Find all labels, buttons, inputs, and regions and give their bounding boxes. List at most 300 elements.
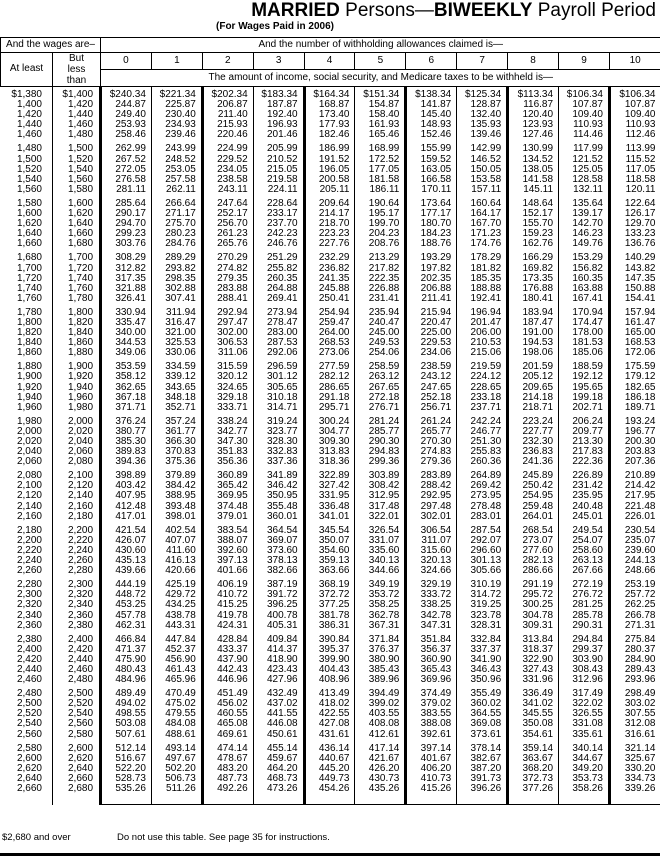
withholding-amount-cell: 181.58 xyxy=(355,175,406,185)
withholding-amount-cell: 141.58 xyxy=(508,175,559,185)
withholding-amount-cell: 270.29 xyxy=(202,249,253,263)
allowance-col-2: 2 xyxy=(202,53,253,70)
withholding-amount-cell: 242.24 xyxy=(457,413,508,427)
withholding-amount-cell: 236.82 xyxy=(304,264,355,274)
withholding-amount-cell: 417.14 xyxy=(355,740,406,754)
withholding-amount-cell: 284.90 xyxy=(609,655,660,665)
withholding-amount-cell: 303.90 xyxy=(559,655,610,665)
withholding-amount-cell: 403.55 xyxy=(355,709,406,719)
withholding-amount-cell: 396.26 xyxy=(457,784,508,805)
withholding-amount-cell: $125.34 xyxy=(457,87,508,101)
but-less-than-cell: 2,380 xyxy=(53,621,101,631)
withholding-amount-cell: 401.66 xyxy=(202,566,253,576)
withholding-amount-cell: $113.34 xyxy=(508,87,559,101)
withholding-amount-cell: 288.42 xyxy=(406,481,457,491)
table-row xyxy=(1,566,660,576)
withholding-amount-cell: 394.36 xyxy=(101,457,152,467)
withholding-amount-cell: 210.53 xyxy=(457,338,508,348)
withholding-amount-cell: 312.95 xyxy=(355,491,406,501)
but-less-than-cell: 2,020 xyxy=(53,427,101,437)
withholding-amount-cell: 215.05 xyxy=(253,165,304,175)
withholding-amount-cell: 381.78 xyxy=(304,611,355,621)
withholding-amount-cell: 152.46 xyxy=(406,130,457,140)
at-least-cell: 2,160 xyxy=(1,512,53,522)
withholding-amount-cell: 377.25 xyxy=(304,600,355,610)
but-less-than-cell: 1,440 xyxy=(53,110,101,120)
withholding-amount-cell: 182.65 xyxy=(609,383,660,393)
withholding-amount-cell: 195.65 xyxy=(559,383,610,393)
allowance-col-1: 1 xyxy=(151,53,202,70)
withholding-amount-cell: 363.67 xyxy=(508,754,559,764)
withholding-amount-cell: 418.02 xyxy=(304,699,355,709)
withholding-amount-cell: 379.89 xyxy=(151,467,202,481)
withholding-amount-cell: 304.78 xyxy=(508,611,559,621)
withholding-amount-cell: 254.06 xyxy=(355,348,406,358)
withholding-amount-cell: 243.11 xyxy=(202,185,253,195)
withholding-amount-cell: 384.42 xyxy=(151,481,202,491)
withholding-amount-cell: 293.96 xyxy=(609,675,660,685)
but-less-than-cell: 2,540 xyxy=(53,709,101,719)
withholding-amount-cell: 423.43 xyxy=(253,665,304,675)
withholding-amount-cell: 335.60 xyxy=(355,546,406,556)
withholding-amount-cell: 325.67 xyxy=(609,754,660,764)
withholding-amount-cell: 239.60 xyxy=(609,546,660,556)
withholding-amount-cell: $106.34 xyxy=(609,87,660,101)
withholding-amount-cell: 250.41 xyxy=(304,294,355,304)
withholding-amount-cell: 317.49 xyxy=(559,685,610,699)
withholding-amount-cell: 180.41 xyxy=(508,294,559,304)
allowance-col-0: 0 xyxy=(101,53,152,70)
withholding-amount-cell: 161.93 xyxy=(355,120,406,130)
withholding-amount-cell: 276.71 xyxy=(355,403,406,413)
withholding-amount-cell: 369.07 xyxy=(253,536,304,546)
withholding-amount-cell: 188.88 xyxy=(457,284,508,294)
withholding-amount-cell: 365.42 xyxy=(202,481,253,491)
withholding-amount-cell: 408.08 xyxy=(355,719,406,729)
at-least-cell: 1,500 xyxy=(1,155,53,165)
title-payroll-period: Payroll Period xyxy=(532,0,656,21)
withholding-amount-cell: 271.17 xyxy=(151,209,202,219)
withholding-amount-cell: 265.76 xyxy=(202,239,253,249)
withholding-amount-cell: 362.78 xyxy=(355,611,406,621)
withholding-amount-cell: 414.37 xyxy=(253,645,304,655)
withholding-amount-cell: 168.87 xyxy=(304,100,355,110)
withholding-amount-cell: 202.71 xyxy=(559,403,610,413)
withholding-amount-cell: 177.05 xyxy=(355,165,406,175)
withholding-amount-cell: 153.29 xyxy=(559,249,610,263)
but-less-than-cell: 1,940 xyxy=(53,383,101,393)
but-less-than-cell: 2,280 xyxy=(53,566,101,576)
withholding-amount-cell: 347.30 xyxy=(202,437,253,447)
withholding-amount-cell: 356.36 xyxy=(202,457,253,467)
table-row xyxy=(1,576,660,590)
withholding-amount-cell: 417.01 xyxy=(101,512,152,522)
withholding-amount-cell: 254.07 xyxy=(559,536,610,546)
withholding-amount-cell: 206.24 xyxy=(559,413,610,427)
withholding-amount-cell: 280.37 xyxy=(609,645,660,655)
withholding-amount-cell: 487.73 xyxy=(202,774,253,784)
withholding-amount-cell: 391.72 xyxy=(253,590,304,600)
withholding-amount-cell: 264.00 xyxy=(304,328,355,338)
withholding-amount-cell: 330.20 xyxy=(609,764,660,774)
table-row xyxy=(1,730,660,740)
withholding-amount-cell: $138.34 xyxy=(406,87,457,101)
withholding-amount-cell: 245.88 xyxy=(304,284,355,294)
withholding-amount-cell: 422.55 xyxy=(304,709,355,719)
withholding-amount-cell: 502.20 xyxy=(151,764,202,774)
withholding-amount-cell: 436.14 xyxy=(304,740,355,754)
withholding-amount-cell: 217.95 xyxy=(609,491,660,501)
withholding-amount-cell: 221.48 xyxy=(609,502,660,512)
at-least-cell: 2,220 xyxy=(1,546,53,556)
withholding-amount-cell: 475.02 xyxy=(151,699,202,709)
withholding-amount-cell: 308.29 xyxy=(101,249,152,263)
withholding-amount-cell: 528.73 xyxy=(101,774,152,784)
but-less-than-cell: 1,700 xyxy=(53,249,101,263)
withholding-amount-cell: 234.93 xyxy=(151,120,202,130)
withholding-amount-cell: 461.43 xyxy=(151,665,202,675)
withholding-amount-cell: 383.55 xyxy=(406,709,457,719)
withholding-amount-cell: 329.19 xyxy=(406,576,457,590)
withholding-amount-cell: 506.73 xyxy=(151,774,202,784)
but-less-than-cell: 2,200 xyxy=(53,522,101,536)
withholding-amount-cell: 319.24 xyxy=(253,413,304,427)
footer-divider xyxy=(0,853,660,856)
withholding-amount-cell: 428.84 xyxy=(202,631,253,645)
withholding-amount-cell: 235.07 xyxy=(609,536,660,546)
withholding-amount-cell: 229.52 xyxy=(202,155,253,165)
withholding-amount-cell: 346.43 xyxy=(457,665,508,675)
withholding-amount-cell: 318.37 xyxy=(508,645,559,655)
withholding-amount-cell: 312.08 xyxy=(609,719,660,729)
withholding-amount-cell: 264.89 xyxy=(457,467,508,481)
withholding-amount-cell: 480.43 xyxy=(101,665,152,675)
withholding-amount-cell: 301.13 xyxy=(457,556,508,566)
withholding-amount-cell: 347.31 xyxy=(406,621,457,631)
at-least-cell: 2,040 xyxy=(1,447,53,457)
withholding-amount-cell: 267.66 xyxy=(559,566,610,576)
withholding-amount-cell: 348.18 xyxy=(151,393,202,403)
but-less-than-cell: 1,520 xyxy=(53,155,101,165)
but-less-than-cell: 2,320 xyxy=(53,590,101,600)
at-least-cell: 1,920 xyxy=(1,383,53,393)
withholding-amount-cell: 206.88 xyxy=(406,284,457,294)
withholding-amount-cell: 343.65 xyxy=(151,383,202,393)
withholding-amount-cell: 231.42 xyxy=(559,481,610,491)
withholding-amount-cell: 445.20 xyxy=(304,764,355,774)
but-less-than-cell: 1,680 xyxy=(53,239,101,249)
table-row xyxy=(1,304,660,318)
withholding-amount-cell: 259.48 xyxy=(508,502,559,512)
withholding-amount-cell: 357.24 xyxy=(151,413,202,427)
withholding-amount-cell: 320.12 xyxy=(202,372,253,382)
withholding-amount-cell: 359.13 xyxy=(304,556,355,566)
withholding-amount-cell: 279.36 xyxy=(406,457,457,467)
withholding-amount-cell: 399.90 xyxy=(304,655,355,665)
table-row xyxy=(1,675,660,685)
withholding-amount-cell: 398.89 xyxy=(101,467,152,481)
withholding-amount-cell: $106.34 xyxy=(559,87,610,101)
at-least-cell: 1,880 xyxy=(1,358,53,372)
withholding-amount-cell: 213.30 xyxy=(559,437,610,447)
at-least-cell: 2,620 xyxy=(1,764,53,774)
withholding-amount-cell: 512.14 xyxy=(101,740,152,754)
withholding-amount-cell: 258.46 xyxy=(101,130,152,140)
withholding-amount-cell: 256.70 xyxy=(202,219,253,229)
withholding-amount-cell: 277.59 xyxy=(304,358,355,372)
withholding-amount-cell: 290.17 xyxy=(101,209,152,219)
withholding-amount-cell: 333.71 xyxy=(202,403,253,413)
withholding-amount-cell: 207.36 xyxy=(609,457,660,467)
withholding-amount-cell: 114.46 xyxy=(559,130,610,140)
withholding-amount-cell: 232.29 xyxy=(304,249,355,263)
but-less-than-cell: 2,360 xyxy=(53,611,101,621)
withholding-amount-cell: 328.31 xyxy=(457,621,508,631)
withholding-amount-cell: 251.29 xyxy=(253,249,304,263)
withholding-amount-cell: 310.18 xyxy=(253,393,304,403)
withholding-amount-cell: 259.47 xyxy=(304,318,355,328)
withholding-amount-cell: 192.40 xyxy=(253,110,304,120)
withholding-amount-cell: 368.19 xyxy=(304,576,355,590)
withholding-amount-cell: 345.55 xyxy=(508,709,559,719)
withholding-amount-cell: 435.26 xyxy=(355,784,406,805)
withholding-amount-cell: 150.05 xyxy=(457,165,508,175)
withholding-amount-cell: 253.19 xyxy=(609,576,660,590)
withholding-amount-cell: 359.14 xyxy=(508,740,559,754)
withholding-amount-cell: 410.73 xyxy=(406,774,457,784)
withholding-amount-cell: 143.82 xyxy=(609,264,660,274)
withholding-amount-cell: 145.40 xyxy=(406,110,457,120)
withholding-amount-cell: 349.20 xyxy=(559,764,610,774)
withholding-amount-cell: 253.05 xyxy=(151,165,202,175)
withholding-amount-cell: 240.48 xyxy=(559,502,610,512)
withholding-amount-cell: 287.53 xyxy=(253,338,304,348)
withholding-amount-cell: 210.89 xyxy=(609,467,660,481)
withholding-amount-cell: 252.18 xyxy=(406,393,457,403)
but-less-than-cell: 2,660 xyxy=(53,774,101,784)
withholding-amount-cell: 190.64 xyxy=(355,195,406,209)
at-least-cell: 2,600 xyxy=(1,754,53,764)
but-less-than-cell: 2,260 xyxy=(53,556,101,566)
withholding-amount-cell: 341.90 xyxy=(457,655,508,665)
withholding-amount-cell: 371.84 xyxy=(355,631,406,645)
withholding-amount-cell: 165.00 xyxy=(609,328,660,338)
withholding-amount-cell: 311.06 xyxy=(202,348,253,358)
withholding-amount-cell: 142.99 xyxy=(457,140,508,154)
withholding-amount-cell: 341.01 xyxy=(304,512,355,522)
withholding-amount-cell: 353.59 xyxy=(101,358,152,372)
withholding-amount-cell: 291.19 xyxy=(508,576,559,590)
withholding-amount-cell: 457.78 xyxy=(101,611,152,621)
withholding-amount-cell: 268.54 xyxy=(508,522,559,536)
table-row xyxy=(1,740,660,754)
withholding-amount-cell: 296.60 xyxy=(457,546,508,556)
withholding-amount-cell: 352.71 xyxy=(151,403,202,413)
withholding-amount-cell: 224.11 xyxy=(253,185,304,195)
withholding-amount-cell: 333.72 xyxy=(406,590,457,600)
withholding-amount-cell: 430.60 xyxy=(101,546,152,556)
but-less-than-cell: 2,100 xyxy=(53,467,101,481)
withholding-amount-cell: 323.78 xyxy=(457,611,508,621)
withholding-amount-cell: 312.96 xyxy=(559,675,610,685)
withholding-amount-cell: 200.30 xyxy=(609,437,660,447)
at-least-cell: 1,420 xyxy=(1,110,53,120)
withholding-amount-cell: 138.05 xyxy=(508,165,559,175)
but-less-than-cell: 1,900 xyxy=(53,358,101,372)
withholding-amount-cell: 342.77 xyxy=(202,427,253,437)
withholding-amount-cell: 235.95 xyxy=(559,491,610,501)
withholding-amount-cell: 173.64 xyxy=(406,195,457,209)
withholding-amount-cell: 452.37 xyxy=(151,645,202,655)
withholding-amount-cell: 219.59 xyxy=(457,358,508,372)
withholding-amount-cell: 148.64 xyxy=(508,195,559,209)
withholding-amount-cell: 330.94 xyxy=(101,304,152,318)
withholding-amount-cell: 285.64 xyxy=(101,195,152,209)
withholding-amount-cell: 442.43 xyxy=(202,665,253,675)
withholding-amount-cell: 415.26 xyxy=(406,784,457,805)
withholding-amount-cell: 376.37 xyxy=(355,645,406,655)
withholding-amount-cell: 335.47 xyxy=(101,318,152,328)
but-less-than-cell: 1,920 xyxy=(53,372,101,382)
withholding-amount-cell: 437.02 xyxy=(253,699,304,709)
withholding-amount-cell: 165.46 xyxy=(355,130,406,140)
withholding-amount-cell: 227.76 xyxy=(304,239,355,249)
withholding-amount-cell: 186.11 xyxy=(355,185,406,195)
withholding-amount-cell: 459.67 xyxy=(253,754,304,764)
withholding-amount-cell: 353.72 xyxy=(355,590,406,600)
withholding-amount-cell: 454.26 xyxy=(304,784,355,805)
withholding-amount-cell: 304.77 xyxy=(304,427,355,437)
at-least-cell: 2,080 xyxy=(1,467,53,481)
withholding-amount-cell: 321.00 xyxy=(151,328,202,338)
withholding-amount-cell: 386.31 xyxy=(304,621,355,631)
withholding-amount-cell: 220.46 xyxy=(202,130,253,140)
withholding-amount-cell: 125.05 xyxy=(559,165,610,175)
withholding-amount-cell: 373.61 xyxy=(457,730,508,740)
but-less-than-cell: 1,500 xyxy=(53,140,101,154)
withholding-amount-cell: 420.66 xyxy=(151,566,202,576)
but-less-than-cell: 1,720 xyxy=(53,264,101,274)
at-least-cell: 2,440 xyxy=(1,665,53,675)
withholding-amount-cell: 199.70 xyxy=(355,219,406,229)
withholding-amount-cell: 312.82 xyxy=(101,264,152,274)
withholding-amount-cell: 475.90 xyxy=(101,655,152,665)
withholding-amount-cell: 210.52 xyxy=(253,155,304,165)
at-least-cell: 1,480 xyxy=(1,140,53,154)
withholding-amount-cell: 257.58 xyxy=(151,175,202,185)
withholding-amount-cell: 444.19 xyxy=(101,576,152,590)
withholding-amount-cell: 299.36 xyxy=(355,457,406,467)
withholding-amount-cell: 136.76 xyxy=(609,239,660,249)
withholding-amount-cell: 170.94 xyxy=(559,304,610,318)
but-less-than-cell: $1,400 xyxy=(53,87,101,101)
but-less-than-cell: 1,480 xyxy=(53,130,101,140)
withholding-amount-cell: 298.35 xyxy=(151,274,202,284)
withholding-amount-cell: 272.05 xyxy=(101,165,152,175)
withholding-amount-cell: 206.87 xyxy=(202,100,253,110)
withholding-amount-cell: 115.52 xyxy=(609,155,660,165)
withholding-amount-cell: 354.61 xyxy=(508,730,559,740)
but-less-than-cell: 1,420 xyxy=(53,100,101,110)
withholding-amount-cell: 280.23 xyxy=(151,229,202,239)
withholding-amount-cell: 327.42 xyxy=(304,481,355,491)
withholding-amount-cell: 230.40 xyxy=(151,110,202,120)
withholding-amount-cell: 387.19 xyxy=(253,576,304,590)
withholding-amount-cell: 217.83 xyxy=(559,447,610,457)
but-less-than-cell: 2,000 xyxy=(53,413,101,427)
withholding-amount-cell: 113.99 xyxy=(609,140,660,154)
table-row xyxy=(1,239,660,249)
but-less-than-cell: 1,560 xyxy=(53,175,101,185)
withholding-amount-cell: 222.35 xyxy=(355,274,406,284)
table-row xyxy=(1,467,660,481)
withholding-amount-cell: 128.58 xyxy=(559,175,610,185)
withholding-amount-cell: 193.29 xyxy=(406,249,457,263)
allowance-col-5: 5 xyxy=(355,53,406,70)
withholding-amount-cell: 276.72 xyxy=(559,590,610,600)
withholding-amount-cell: 261.23 xyxy=(202,229,253,239)
withholding-amount-cell: 426.07 xyxy=(101,536,152,546)
withholding-amount-cell: 230.54 xyxy=(609,522,660,536)
at-least-cell: 1,800 xyxy=(1,318,53,328)
at-least-cell: 2,120 xyxy=(1,491,53,501)
withholding-amount-cell: 511.26 xyxy=(151,784,202,805)
withholding-amount-cell: 358.26 xyxy=(559,784,610,805)
at-least-cell: 2,420 xyxy=(1,655,53,665)
withholding-amount-cell: 269.42 xyxy=(457,481,508,491)
allowance-col-7: 7 xyxy=(457,53,508,70)
withholding-amount-cell: 148.93 xyxy=(406,120,457,130)
withholding-amount-cell: 173.35 xyxy=(508,274,559,284)
withholding-amount-cell: 464.20 xyxy=(253,764,304,774)
withholding-amount-cell: 407.07 xyxy=(151,536,202,546)
withholding-amount-cell: 389.96 xyxy=(355,675,406,685)
withholding-amount-cell: 273.07 xyxy=(508,536,559,546)
withholding-amount-cell: 364.54 xyxy=(253,522,304,536)
withholding-amount-cell: 374.48 xyxy=(202,502,253,512)
withholding-amount-cell: 141.87 xyxy=(406,100,457,110)
withholding-amount-cell: 498.55 xyxy=(101,709,152,719)
table-body xyxy=(1,87,660,805)
withholding-amount-cell: 296.59 xyxy=(253,358,304,372)
withholding-amount-cell: 382.67 xyxy=(457,754,508,764)
withholding-amount-cell: 366.30 xyxy=(151,437,202,447)
wages-header: And the wages are– xyxy=(1,38,101,53)
withholding-amount-cell: 385.30 xyxy=(101,437,152,447)
withholding-amount-cell: 269.41 xyxy=(253,294,304,304)
withholding-amount-cell: 404.43 xyxy=(304,665,355,675)
table-row xyxy=(1,348,660,358)
withholding-amount-cell: 317.48 xyxy=(355,502,406,512)
withholding-amount-cell: 412.48 xyxy=(101,502,152,512)
table-row xyxy=(1,784,660,805)
withholding-amount-cell: 392.60 xyxy=(202,546,253,556)
withholding-amount-cell: 316.61 xyxy=(609,730,660,740)
but-less-than-cell: 1,860 xyxy=(53,338,101,348)
at-least-cell: 1,640 xyxy=(1,229,53,239)
table-row xyxy=(1,631,660,645)
withholding-amount-cell: 272.19 xyxy=(559,576,610,590)
withholding-amount-cell: 372.73 xyxy=(508,774,559,784)
withholding-amount-cell: 177.93 xyxy=(304,120,355,130)
withholding-amount-cell: 326.54 xyxy=(355,522,406,536)
withholding-amount-cell: 292.06 xyxy=(253,348,304,358)
withholding-amount-cell: 239.46 xyxy=(151,130,202,140)
withholding-amount-cell: 129.70 xyxy=(609,219,660,229)
withholding-amount-cell: 174.76 xyxy=(457,239,508,249)
withholding-amount-cell: 205.99 xyxy=(253,140,304,154)
withholding-amount-cell: 427.08 xyxy=(304,719,355,729)
